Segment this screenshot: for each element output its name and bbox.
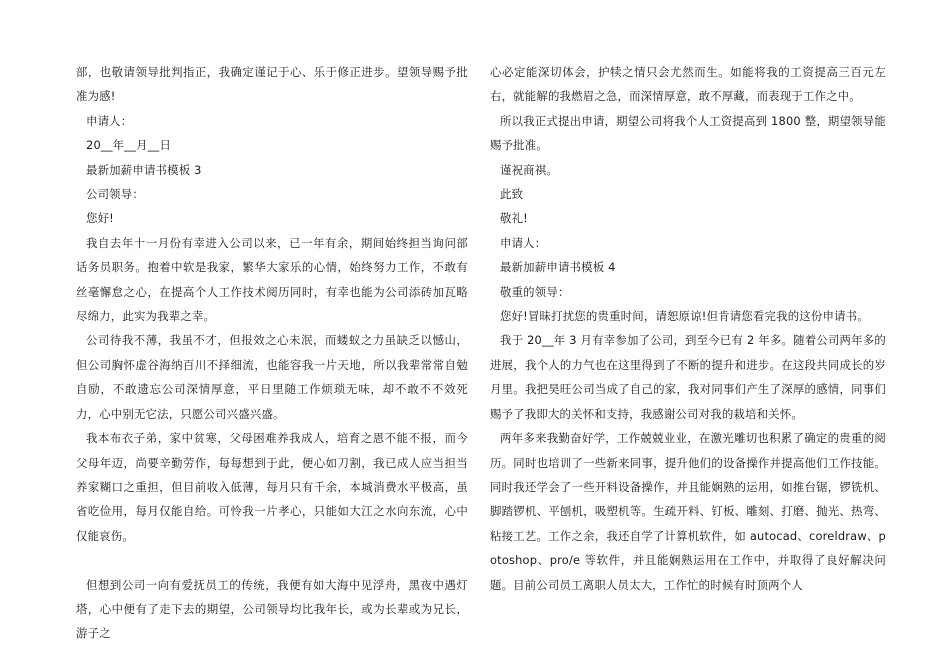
paragraph: 心必定能深切体会，护犊之情只会尤然而生。如能将我的工资提高三百元左右，就能解的我燃眉之急，而深情厚意，敢不厚藏，而表现于工作之中。 bbox=[490, 65, 886, 104]
paragraph: 申请人： bbox=[500, 235, 547, 250]
paragraph: 敬重的领导： bbox=[500, 284, 570, 299]
paragraph: 您好! bbox=[86, 211, 114, 226]
paragraph: 所以我正式提出申请，期望公司将我个人工资提高到 1800 整，期望领导能赐予批准。 bbox=[490, 113, 886, 153]
paragraph: 我自去年十一月份有幸进入公司以来，已一年有余，期间始终担当询问部话务员职务。抱着中软是我家，繁华大家乐的心情，始终努力工作，不敢有丝毫懈怠之心，在提高个人工作技术阅历同时，有幸也能为公司添砖加瓦略尽绵力，此实为我辈之幸。 bbox=[76, 235, 468, 324]
blank-line bbox=[76, 548, 468, 572]
paragraph: 我于 20__年 3 月有幸参加了公司，到至今已有 2 年多。随着公司两年多的进展，我个人的力气也在这里得到了不断的提升和进步。在这段共同成长的岁月里。我把昊旺公司当成了自己的家，我对同事们产生了深厚的感情，同事们赐予了我即大的关怀和支持，我感谢公司对我的栽培和关怀。 bbox=[490, 333, 886, 421]
paragraph: 但想到公司一向有爱抚员工的传统，我便有如大海中见浮舟，黑夜中遇灯塔，心中便有了走下去的期望，公司领导均比我年长，或为长辈或为兄长，游子之 bbox=[76, 577, 468, 641]
paragraph: 20__年__月__日 bbox=[86, 138, 172, 153]
paragraph: 敬礼! bbox=[500, 211, 528, 226]
paragraph: 公司领导： bbox=[86, 187, 144, 202]
paragraph: 您好!冒昧打扰您的贵重时间，请恕原谅!但肯请您看完我的这份申请书。 bbox=[500, 309, 869, 324]
paragraph: 我本布衣子弟，家中贫寒，父母困难养我成人，培育之恩不能不报，而今父母年迈，尚要辛勤劳作，每每想到于此，便心如刀割，我已成人应当担当养家糊口之重担，但目前收入低薄，每月只有千余，本城消费水平极高，虽省吃俭用，每月仅能自给。可怜我一片孝心，只能如大江之水向东流，心中仅能哀伤。 bbox=[76, 431, 468, 543]
paragraph: 谨祝商祺。 bbox=[500, 162, 558, 177]
paragraph: 申请人： bbox=[86, 113, 133, 128]
paragraph: 此致 bbox=[500, 187, 524, 202]
paragraph: 部，也敬请领导批判指正，我确定谨记于心、乐于修正进步。望领导赐予批准为感! bbox=[76, 65, 468, 104]
paragraph: 两年多来我勤奋好学，工作兢兢业业，在激光雕切也积累了确定的贵重的阅历。同时也培训了一些新来同事，提升他们的设备操作并提高他们工作技能。同时我还学会了一些开料设备操作，并且能娴熟的运用，如推台锯，锣铣机、脚踏锣机、平刨机，吸塑机等。生疏开料、钉板、雕刻、打磨、抛光、热弯、粘接工艺。工作之余，我还自学了计算机软件，如 autocad、coreldraw、potoshop、pro/e 等软件，并且能娴熟运用在工作中，并取得了良好解决问题。目前公司员工离职人员太大，工作忙的时候有时顶两个人 bbox=[490, 431, 886, 592]
left-column bbox=[76, 60, 468, 646]
paragraph: 公司待我不薄，我虽不才，但报效之心未泯，而蝼蚁之力虽缺乏以憾山，但公司胸怀虚谷海纳百川不择细流，也能容我一片天地，所以我辈常常自勉自励，不敢遗忘公司深情厚意，平日里随工作烦琐无味，却不敢不不效死力，心中别无它法，只愿公司兴盛兴盛。 bbox=[76, 333, 468, 421]
paragraph: 最新加薪申请书模板 3 bbox=[86, 162, 202, 177]
paragraph: 最新加薪申请书模板 4 bbox=[500, 260, 616, 275]
right-column bbox=[490, 60, 886, 597]
